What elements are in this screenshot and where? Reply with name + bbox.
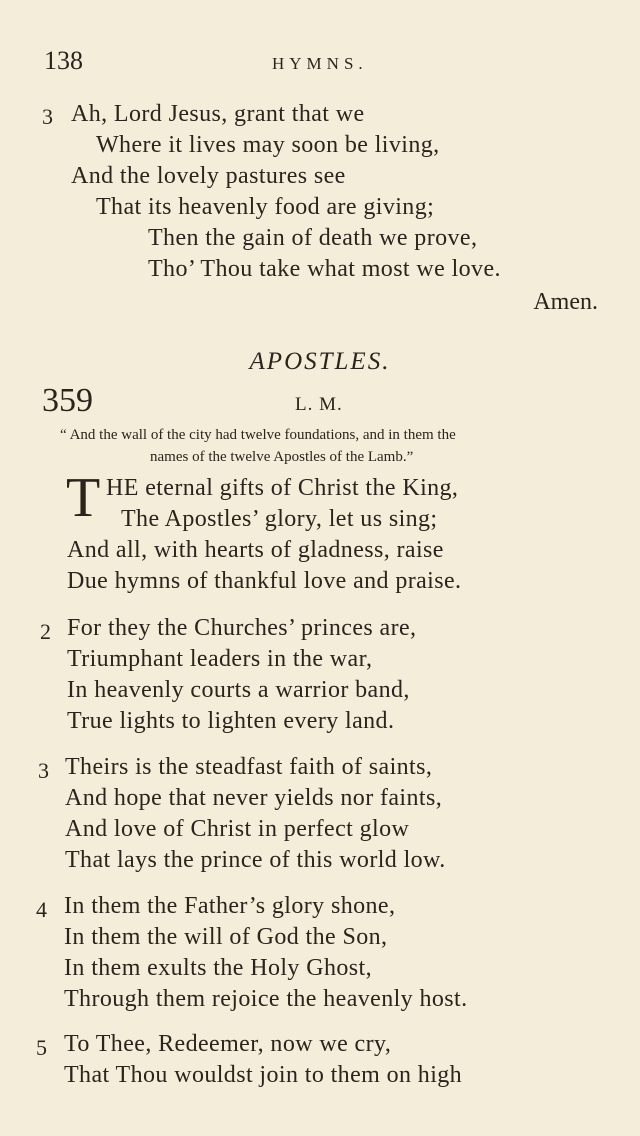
amen: Amen. <box>533 289 598 315</box>
hymn-number: 359 <box>42 382 93 419</box>
verse-line: Due hymns of thankful love and praise. <box>67 568 462 594</box>
verse-line: And all, with hearts of gladness, raise <box>67 537 444 563</box>
hymn-meter: L. M. <box>295 394 343 415</box>
page-number: 138 <box>44 46 83 75</box>
verse-line: In them the Father’s glory shone, <box>64 893 396 919</box>
verse-line: The Apostles’ glory, let us sing; <box>121 506 438 532</box>
verse-line: For they the Churches’ princes are, <box>67 615 417 641</box>
epigraph-line: names of the twelve Apostles of the Lamb.” <box>150 449 414 465</box>
verse-line: Theirs is the steadfast faith of saints, <box>65 754 433 780</box>
running-head: HYMNS. <box>272 54 368 73</box>
verse-line: And hope that never yields nor faints, <box>65 785 443 811</box>
verse-line: That its heavenly food are giving; <box>96 194 435 220</box>
section-title: APOSTLES. <box>249 348 391 375</box>
drop-cap: T <box>66 467 101 529</box>
verse-line: In them the will of God the Son, <box>64 924 388 950</box>
verse-line: Where it lives may soon be living, <box>96 132 440 158</box>
verse-line: Then the gain of death we prove, <box>148 225 478 251</box>
verse-line: Through them rejoice the heavenly host. <box>64 986 468 1012</box>
verse-line: Tho’ Thou take what most we love. <box>148 256 501 282</box>
verse-line: True lights to lighten every land. <box>67 708 395 734</box>
verse-line: In heavenly courts a warrior band, <box>67 677 410 703</box>
verse-line: That lays the prince of this world low. <box>65 847 446 873</box>
verse-number: 2 <box>40 619 51 644</box>
verse-number: 4 <box>36 897 47 922</box>
verse-line: And the lovely pastures see <box>71 163 346 189</box>
verse-line: Ah, Lord Jesus, grant that we <box>71 101 365 127</box>
verse-line: That Thou wouldst join to them on high <box>64 1062 463 1088</box>
verse-line: HE eternal gifts of Christ the King, <box>106 475 459 501</box>
verse-number: 5 <box>36 1035 47 1060</box>
verse-line: And love of Christ in perfect glow <box>65 816 410 842</box>
verse-line: To Thee, Redeemer, now we cry, <box>64 1031 392 1057</box>
verse-number: 3 <box>42 104 53 129</box>
epigraph-line: “ And the wall of the city had twelve foundations, and in them the <box>60 427 456 443</box>
verse-line: Triumphant leaders in the war, <box>67 646 373 672</box>
verse-number: 3 <box>38 758 49 783</box>
verse-line: In them exults the Holy Ghost, <box>64 955 372 981</box>
